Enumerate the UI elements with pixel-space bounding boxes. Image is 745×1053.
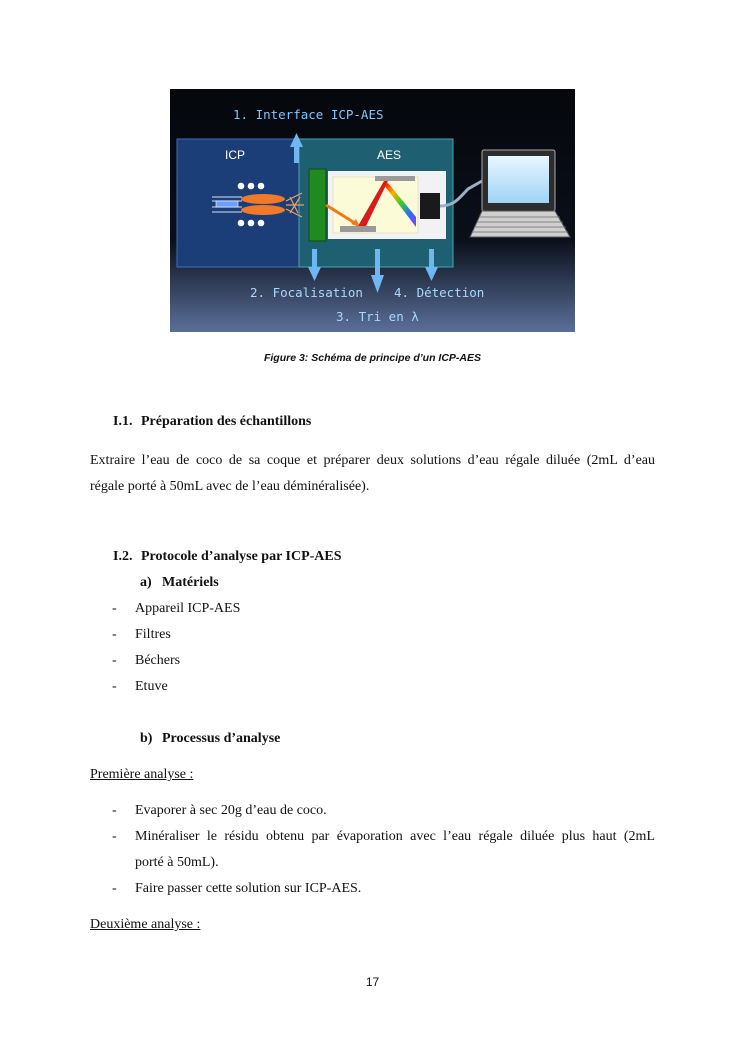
page-number: 17: [365, 975, 380, 989]
section-number: I.2.: [113, 549, 133, 564]
list-item: - Etuve: [112, 679, 168, 694]
second-analysis-label: Deuxième analyse :: [90, 917, 201, 932]
diagram-svg: [170, 89, 575, 332]
section-title: Protocole d’analyse par ICP-AES: [141, 549, 342, 564]
interface-label: 1. Interface ICP-AES: [233, 107, 384, 122]
list-item: - Béchers: [112, 653, 181, 668]
preparation-paragraph: [90, 448, 655, 500]
torch-tube-icon: [216, 201, 238, 207]
detection-label: 4. Détection: [394, 285, 485, 300]
first-analysis-label: Première analyse :: [90, 767, 194, 782]
icp-label: ICP: [225, 148, 246, 162]
list-item: - Evaporer à sec 20g d’eau de coco.: [112, 803, 327, 818]
subheading-number: a): [140, 575, 152, 590]
detector-icon: [420, 193, 440, 219]
subheading-title: Processus d’analyse: [162, 731, 281, 746]
computer-icon: [470, 150, 570, 237]
interface-arrow-shaft: [294, 145, 299, 163]
detection-arrow-shaft: [429, 249, 434, 269]
subheading-materiels: [140, 575, 219, 591]
focalisation-label: 2. Focalisation: [250, 285, 363, 300]
subheading-title: Matériels: [162, 575, 219, 590]
paragraph-line: Extraire l’eau de coco de sa coque et préparer deux solutions d’eau régale diluée (2mL d’eau: [90, 453, 655, 468]
list-item: - Filtres: [112, 627, 171, 642]
focalisation-arrow-shaft: [312, 249, 317, 269]
subheading-number: b): [140, 731, 153, 746]
aes-label: AES: [377, 148, 402, 162]
subheading-processus: [140, 731, 280, 747]
section-heading-preparation: [113, 414, 311, 430]
focalisation-lens-icon: [309, 169, 326, 241]
figure-caption: Figure 3: Schéma de principe d’un ICP-AES: [263, 352, 482, 364]
list-item: - Minéraliser le résidu obtenu par évaporation avec l’eau régale diluée plus haut (2mL porté à 50mL).: [112, 829, 655, 870]
list-item: - Faire passer cette solution sur ICP-AES.: [112, 881, 362, 896]
icp-aes-diagram: [170, 89, 575, 332]
tri-label: 3. Tri en λ: [336, 309, 419, 324]
section-heading-protocole: [113, 549, 342, 565]
grating-icon: [375, 176, 415, 181]
section-title: Préparation des échantillons: [141, 414, 312, 429]
plasma-upper-icon: [241, 194, 285, 204]
section-number: I.1.: [113, 414, 133, 429]
paragraph-line: régale porté à 50mL avec de l’eau déminéralisée).: [90, 479, 370, 494]
tri-arrow-shaft: [375, 249, 380, 277]
list-item: - Appareil ICP-AES: [112, 601, 241, 616]
plasma-lower-icon: [241, 205, 285, 215]
mirror-icon: [340, 226, 376, 232]
